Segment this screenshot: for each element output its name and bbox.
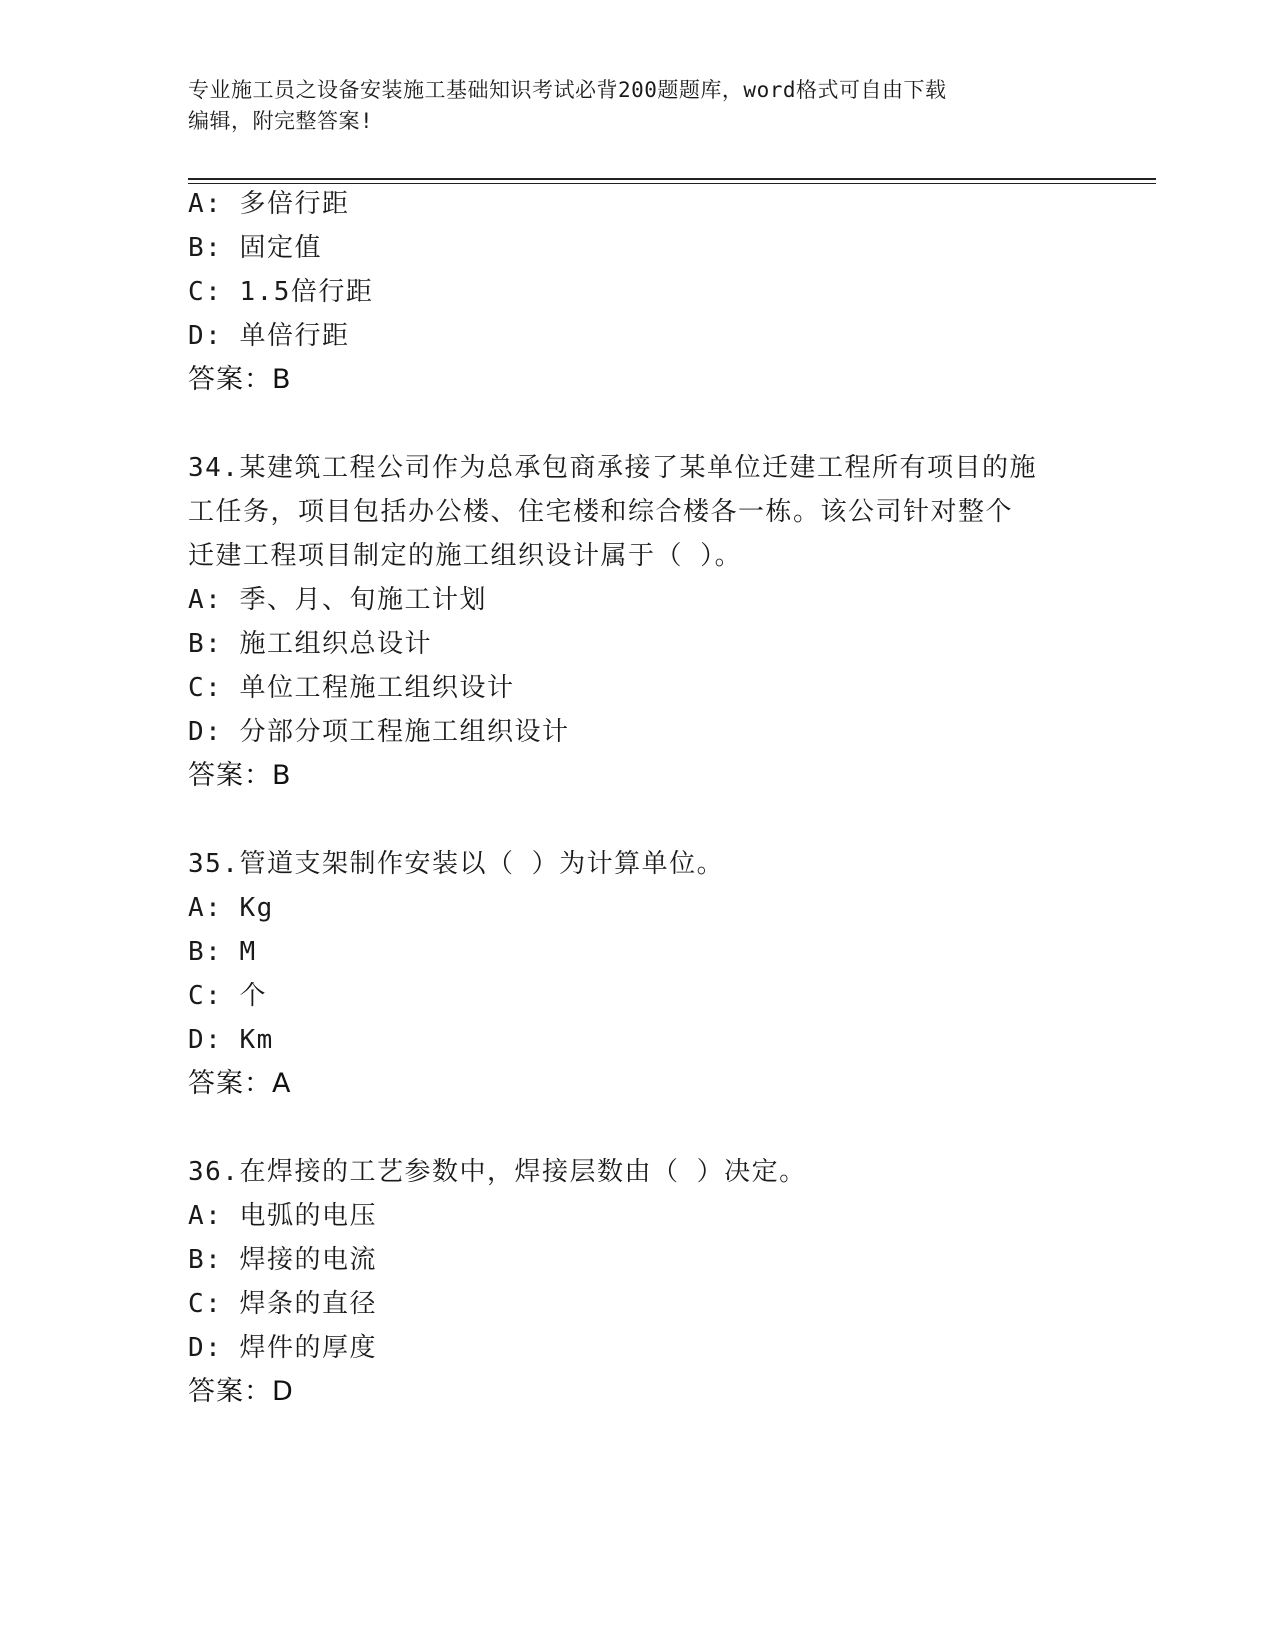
q35-option-a: A: Kg — [188, 893, 274, 923]
q35-option-b: B: M — [188, 937, 257, 967]
header-divider-thick — [188, 178, 1156, 180]
q33-option-d: D: 单倍行距 — [188, 321, 350, 351]
q34-option-d: D: 分部分项工程施工组织设计 — [188, 717, 570, 747]
q36-option-b: B: 焊接的电流 — [188, 1245, 377, 1275]
q34-option-b: B: 施工组织总设计 — [188, 629, 432, 659]
q36-answer: 答案：D — [188, 1376, 294, 1407]
q35-option-c: C: 个 — [188, 981, 267, 1011]
q35-option-d: D: Km — [188, 1025, 274, 1055]
q34-option-a: A: 季、月、旬施工计划 — [188, 585, 487, 615]
q35-answer: 答案：A — [188, 1068, 292, 1099]
q34-stem-line-3: 迁建工程项目制定的施工组织设计属于（ ）。 — [188, 541, 743, 571]
q36-option-a: A: 电弧的电压 — [188, 1201, 377, 1231]
q36-option-d: D: 焊件的厚度 — [188, 1333, 377, 1363]
header-line-1: 专业施工员之设备安装施工基础知识考试必背200题题库，word格式可自由下载 — [188, 78, 947, 102]
document-header — [188, 75, 1068, 137]
q33-option-c: C: 1.5倍行距 — [188, 277, 374, 307]
header-divider-thin — [188, 183, 1156, 184]
q34-option-c: C: 单位工程施工组织设计 — [188, 673, 515, 703]
q34-stem-line-2: 工任务，项目包括办公楼、住宅楼和综合楼各一栋。该公司针对整个 — [188, 497, 1014, 527]
q33-option-a: A: 多倍行距 — [188, 189, 350, 219]
q36-stem-line-1: 36.在焊接的工艺参数中，焊接层数由（ ）决定。 — [188, 1157, 807, 1187]
q34-answer: 答案：B — [188, 760, 292, 791]
q33-option-b: B: 固定值 — [188, 233, 322, 263]
q36-option-c: C: 焊条的直径 — [188, 1289, 377, 1319]
q33-answer: 答案：B — [188, 364, 292, 395]
q35-stem-line-1: 35.管道支架制作安装以（ ）为计算单位。 — [188, 849, 725, 879]
header-line-2: 编辑，附完整答案! — [188, 109, 374, 133]
q34-stem-line-1: 34.某建筑工程公司作为总承包商承接了某单位迁建工程所有项目的施 — [188, 453, 1037, 483]
